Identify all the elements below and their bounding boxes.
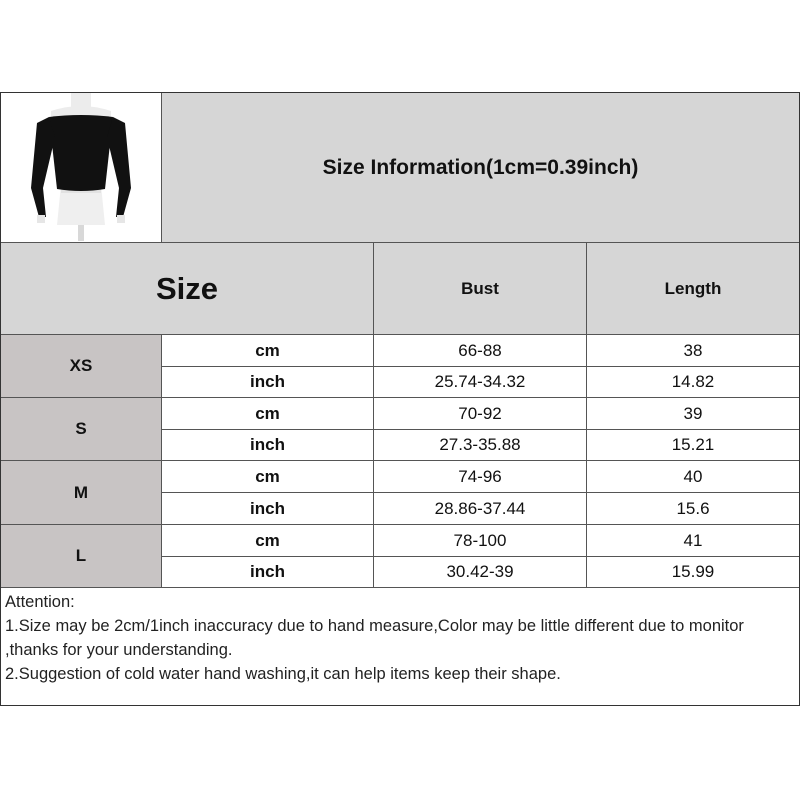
unit-inch: inch (162, 366, 374, 397)
product-image (1, 93, 161, 241)
bust-cell: 30.42-39 (374, 556, 587, 587)
bust-cell: 70-92 (374, 397, 587, 429)
length-cell: 38 (587, 334, 799, 366)
notes-heading: Attention: (5, 593, 75, 611)
chart-title: Size Information(1cm=0.39inch) (162, 93, 799, 242)
bust-cell: 27.3-35.88 (374, 429, 587, 460)
unit-cm: cm (162, 397, 374, 429)
length-cell: 14.82 (587, 366, 799, 397)
bust-cell: 28.86-37.44 (374, 492, 587, 524)
size-label-s: S (1, 397, 162, 460)
unit-inch: inch (162, 492, 374, 524)
length-cell: 41 (587, 524, 799, 556)
length-cell: 39 (587, 397, 799, 429)
note-line-2: 2.Suggestion of cold water hand washing,it can help items keep their shape. (5, 665, 561, 683)
size-label-m: M (1, 460, 162, 524)
note-line-1: 1.Size may be 2cm/1inch inaccuracy due to hand measure,Color may be little different due to monitor ,thanks for your understanding. (5, 617, 744, 659)
unit-cm: cm (162, 334, 374, 366)
size-label-l: L (1, 524, 162, 587)
bust-cell: 25.74-34.32 (374, 366, 587, 397)
unit-inch: inch (162, 429, 374, 460)
unit-inch: inch (162, 556, 374, 587)
unit-cm: cm (162, 524, 374, 556)
unit-cm: cm (162, 460, 374, 492)
product-photo (1, 93, 162, 242)
header-length: Length (587, 242, 799, 334)
length-cell: 15.21 (587, 429, 799, 460)
attention-notes (1, 587, 799, 705)
length-cell: 40 (587, 460, 799, 492)
bust-cell: 74-96 (374, 460, 587, 492)
length-cell: 15.6 (587, 492, 799, 524)
bust-cell: 66-88 (374, 334, 587, 366)
size-label-xs: XS (1, 334, 162, 397)
header-size: Size (1, 242, 374, 334)
bust-cell: 78-100 (374, 524, 587, 556)
length-cell: 15.99 (587, 556, 799, 587)
header-bust: Bust (374, 242, 587, 334)
